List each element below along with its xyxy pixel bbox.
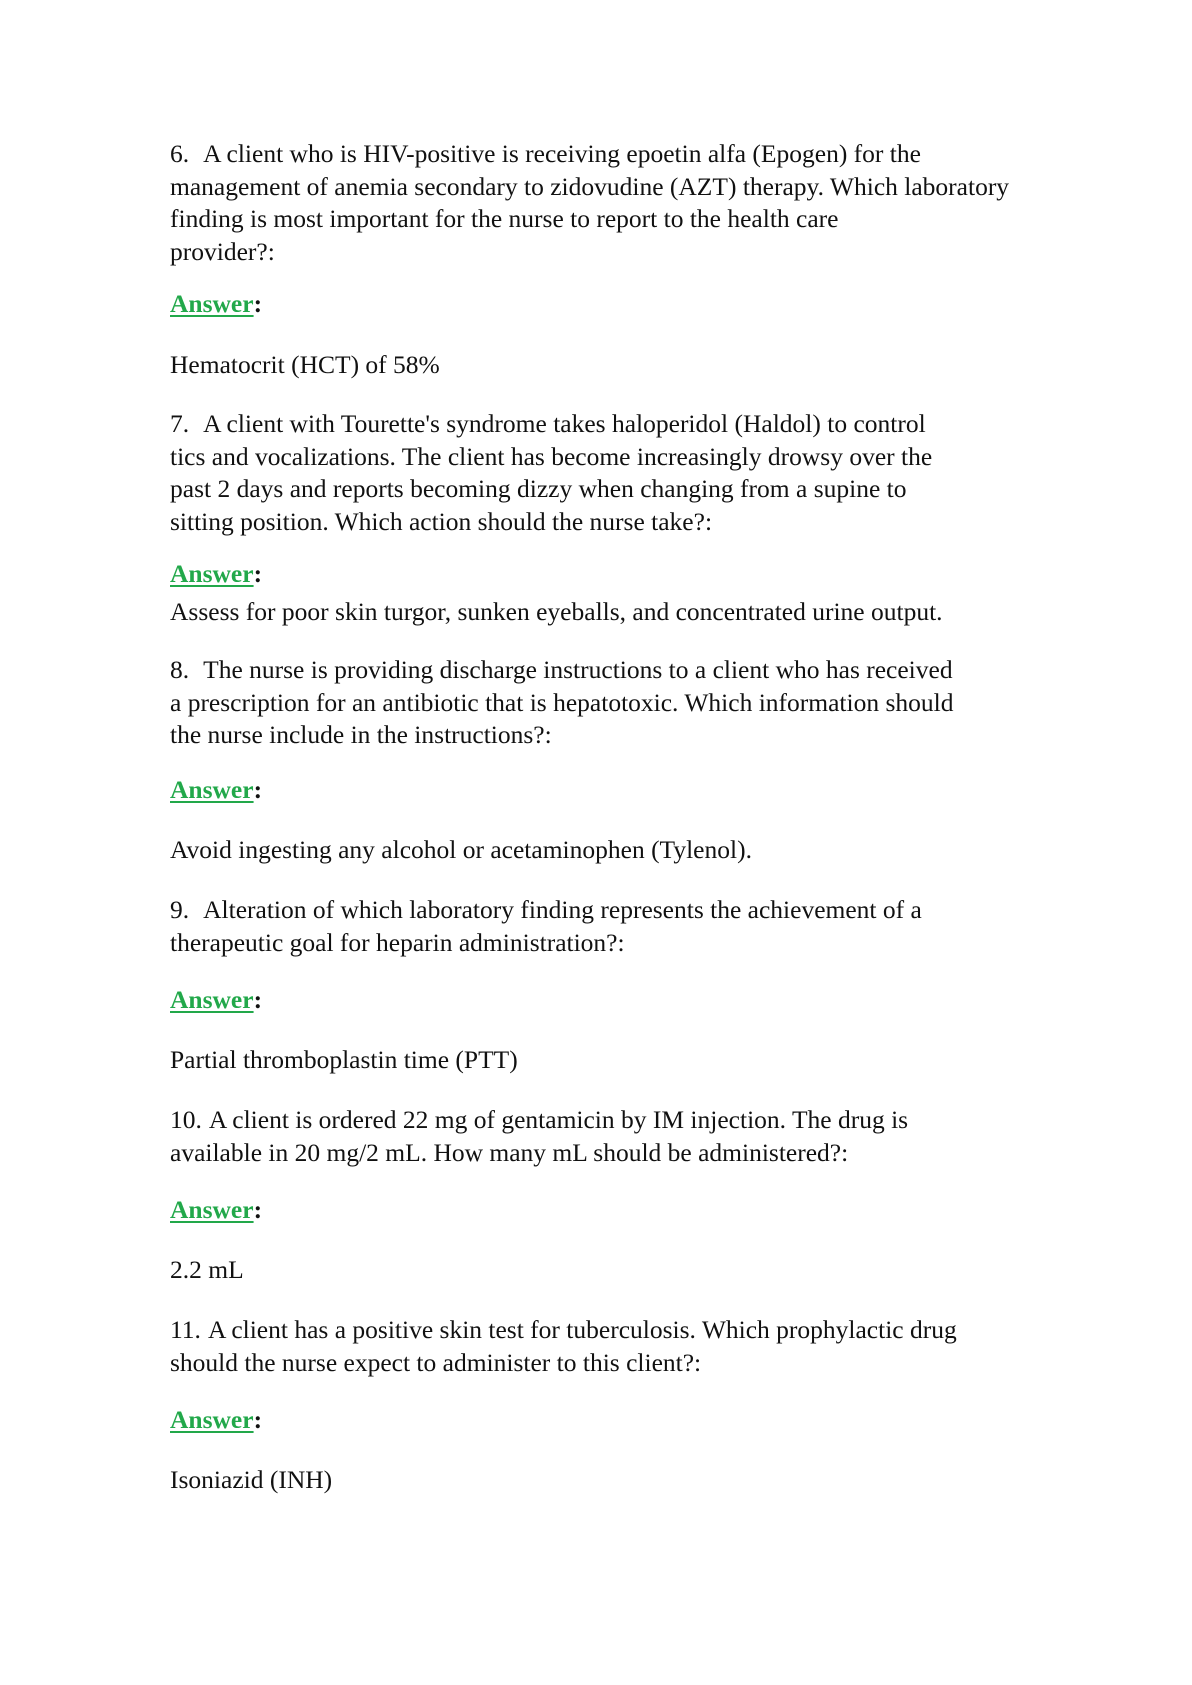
question-number: 6. [170,139,190,168]
question-line: should the nurse expect to administer to this client?: [170,1347,702,1377]
question-block-7 [170,408,932,538]
answer-label: Answer: [170,289,263,318]
question-line: A client has a positive skin test for tuberculosis. Which prophylactic drug [207,1315,957,1344]
question-block-11 [170,1314,957,1379]
answer-label: Answer: [170,1405,263,1434]
question-block-10 [170,1104,908,1169]
answer-text: Hematocrit (HCT) of 58% [170,350,440,379]
answer-text: Partial thromboplastin time (PTT) [170,1045,518,1074]
question-block-9 [170,894,922,959]
question-line: finding is most important for the nurse to report to the health care [170,204,839,233]
question-line: past 2 days and reports becoming dizzy when changing from a supine to [170,474,907,503]
answer-label: Answer: [170,985,263,1014]
question-text [170,408,932,538]
question-line: A client who is HIV-positive is receiving epoetin alfa (Epogen) for the [203,139,921,168]
question-text [170,138,1009,268]
question-number: 11. [170,1315,201,1344]
question-line: the nurse include in the instructions?: [170,720,552,749]
question-line: Alteration of which laboratory finding represents the achievement of a [203,895,922,924]
answer-text: Avoid ingesting any alcohol or acetaminophen (Tylenol). [170,835,752,864]
question-line: tics and vocalizations. The client has become increasingly drowsy over the [170,441,933,471]
question-line: therapeutic goal for heparin administration?: [170,927,625,957]
answer-label: Answer: [170,1195,263,1224]
question-line: available in 20 mg/2 mL. How many mL should be administered?: [170,1137,849,1167]
question-text [170,1314,957,1379]
question-number: 7. [170,409,190,438]
question-line: management of anemia secondary to zidovudine (AZT) therapy. Which laboratory [170,171,1010,201]
question-line: A client with Tourette's syndrome takes haloperidol (Haldol) to control [203,409,926,438]
answer-text: Isoniazid (INH) [170,1465,333,1494]
question-line: The nurse is providing discharge instructions to a client who has received [203,655,953,684]
answer-label: Answer: [170,775,263,804]
question-text [170,1104,908,1169]
question-block-8 [170,654,953,752]
question-line: a prescription for an antibiotic that is hepatotoxic. Which information should [170,687,954,717]
answer-text: 2.2 mL [170,1255,244,1284]
question-text [170,654,953,752]
answer-label: Answer: [170,559,263,588]
question-number: 9. [170,895,190,924]
question-line: provider?: [170,236,275,266]
answer-text: Assess for poor skin turgor, sunken eyeballs, and concentrated urine output. [170,597,943,626]
question-line: A client is ordered 22 mg of gentamicin by IM injection. The drug is [208,1105,909,1134]
question-number: 8. [170,655,190,684]
question-line: sitting position. Which action should the nurse take?: [170,506,713,536]
question-number: 10. [170,1105,202,1134]
question-text [170,894,922,959]
question-block-6 [170,138,1009,268]
